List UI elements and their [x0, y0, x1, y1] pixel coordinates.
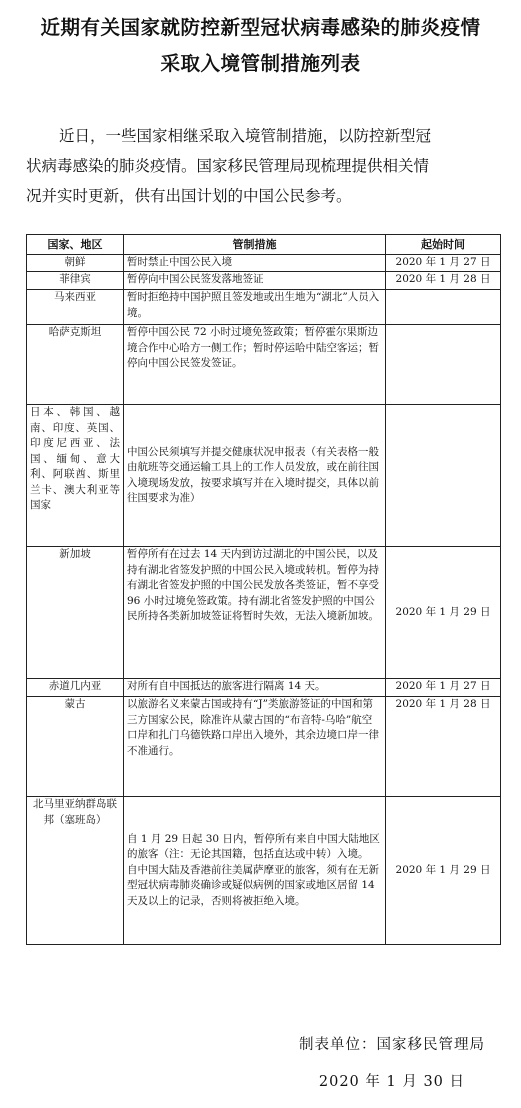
measure-cell: 暂停中国公民 72 小时过境免签政策；暂停霍尔果斯边境合作中心哈方一侧工作；暂时停运哈中陆空客运；暂停向中国公民签发签证。	[124, 325, 386, 405]
table-row	[27, 255, 501, 272]
country-cell: 朝鲜	[27, 255, 124, 272]
date-cell: 2020 年 1 月 27 日	[386, 255, 501, 272]
measure-cell: 中国公民须填写并提交健康状况申报表（有关表格一般由航班等交通运输工具上的工作人员发放，或在前往国入境现场发放，按要求填写并在入境时提交，具体以前往国要求为准）	[124, 405, 386, 547]
intro-line-2: 状病毒感染的肺炎疫情。国家移民管理局现梳理提供相关情	[26, 157, 430, 175]
date-cell: 2020 年 1 月 28 日	[386, 272, 501, 290]
intro-line-3: 况并实时更新，供有出国计划的中国公民参考。	[26, 187, 352, 205]
header-start-date: 起始时间	[386, 235, 501, 255]
header-measure: 管制措施	[124, 235, 386, 255]
date-cell: 2020 年 1 月 29 日	[386, 547, 501, 679]
intro-line-1: 近日，一些国家相继采取入境管制措施，以防控新型冠	[59, 127, 432, 145]
table-row	[27, 797, 501, 945]
country-cell: 菲律宾	[27, 272, 124, 290]
date-cell: 2020 年 1 月 27 日	[386, 679, 501, 697]
measure-cell: 暂停所有在过去 14 天内到访过湖北的中国公民，以及持有湖北省签发护照的中国公民入境或转机。暂停为持有湖北省签发护照的中国公民发放各类签证，暂不享受 96 小时过境免签政策。持有湖北省签发护照的中国公民所持各类新加坡签证将暂时失效，无法入境新加坡。	[124, 547, 386, 679]
measure-cell: 自 1 月 29 日起 30 日内，暂停所有来自中国大陆地区的旅客（注：无论其国籍，包括直达或中转）入境。 自中国大陆及香港前往美属萨摩亚的旅客，须有在无新型冠状病毒肺炎确诊或疑似病例的国家或地区居留 14 天及以上的记录，否则将被拒绝入境。	[124, 797, 386, 945]
country-cell: 马来西亚	[27, 290, 124, 325]
document-title-line-1: 近期有关国家就防控新型冠状病毒感染的肺炎疫情	[40, 16, 481, 39]
measure-cell: 暂停向中国公民签发落地签证	[124, 272, 386, 290]
document-title-line-2: 采取入境管制措施列表	[160, 52, 361, 75]
issue-date: 2020 年 1 月 30 日	[318, 1074, 465, 1090]
date-cell	[386, 290, 501, 325]
table-row	[27, 325, 501, 405]
table-header-row	[27, 235, 501, 255]
date-cell	[386, 405, 501, 547]
date-cell	[386, 325, 501, 405]
country-cell: 北马里亚纳群岛联邦（塞班岛）	[27, 797, 124, 945]
country-cell: 新加坡	[27, 547, 124, 679]
table-row	[27, 679, 501, 697]
date-cell: 2020 年 1 月 29 日	[386, 797, 501, 945]
measure-cell: 对所有自中国抵达的旅客进行隔离 14 天。	[124, 679, 386, 697]
table-row	[27, 405, 501, 547]
issuer-line: 制表单位：国家移民管理局	[299, 1037, 485, 1053]
table-row	[27, 290, 501, 325]
table-row	[27, 547, 501, 679]
measure-cell: 暂时拒绝持中国护照且签发地或出生地为“湖北”人员入境。	[124, 290, 386, 325]
intro-paragraph	[26, 121, 496, 211]
header-country: 国家、地区	[27, 235, 124, 255]
measure-cell: 以旅游名义来蒙古国或持有“J”类旅游签证的中国和第三方国家公民，除准许从蒙古国的“布音特-乌哈”航空口岸和扎门乌德铁路口岸出入境外，其余边境口岸一律不准通行。	[124, 697, 386, 797]
measure-cell: 暂时禁止中国公民入境	[124, 255, 386, 272]
country-cell: 哈萨克斯坦	[27, 325, 124, 405]
table-row	[27, 272, 501, 290]
country-cell: 赤道几内亚	[27, 679, 124, 697]
entry-control-table	[26, 234, 501, 945]
date-cell: 2020 年 1 月 28 日	[386, 697, 501, 797]
country-cell: 蒙古	[27, 697, 124, 797]
table-row	[27, 697, 501, 797]
country-cell: 日本、韩国、越南、印度、英国、印度尼西亚、法国、缅甸、意大利、阿联酋、斯里兰卡、澳大利亚等国家	[27, 405, 124, 547]
